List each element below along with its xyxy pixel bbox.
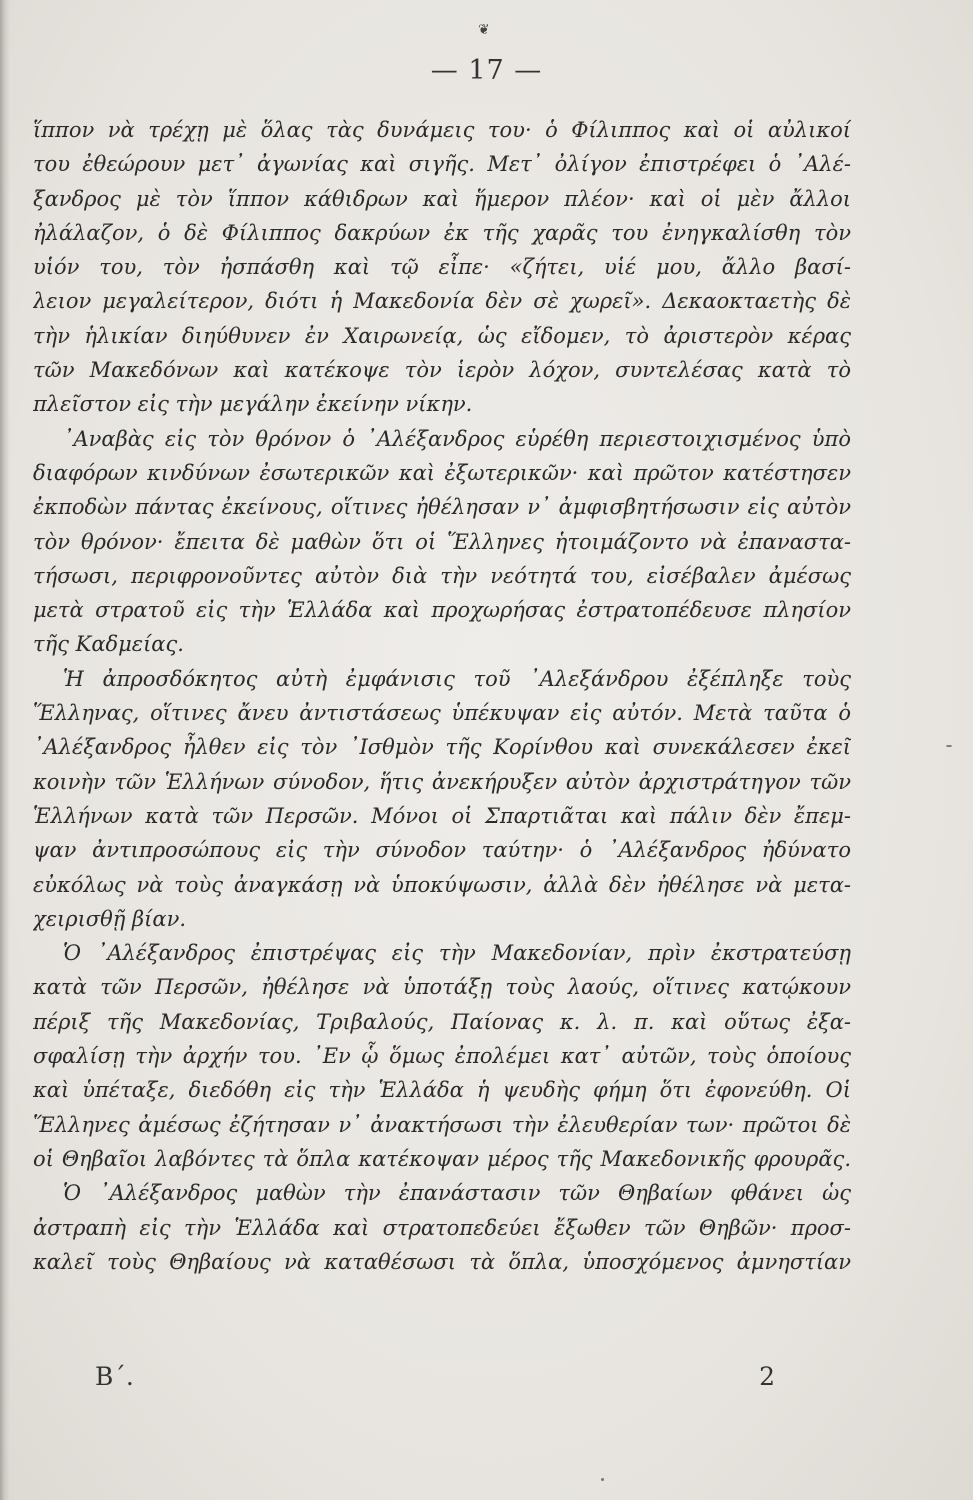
text-line: ἐκποδὼν πάντας ἐκείνους, οἵτινες ἠθέλησαν ν᾽ ἀμφισβητήσωσιν εἰς αὐτὸν (33, 495, 851, 520)
signature-number: 2 (759, 1362, 775, 1391)
text-line: Ἕλληνες ἀμέσως ἐζήτησαν ν᾽ ἀνακτήσωσι τὴν ἐλευθερίαν των· πρῶτοι δὲ (33, 1112, 851, 1137)
text-line: μετὰ στρατοῦ εἰς τὴν Ἑλλάδα καὶ προχωρήσας ἐστρατοπέδευσε πλησίον (33, 598, 851, 623)
text-line: πλεῖστον εἰς τὴν μεγάλην ἐκείνην νίκην. (33, 392, 473, 417)
paragraph-start-line: ᾽Αναβὰς εἰς τὸν θρόνον ὁ ᾽Αλέξανδρος εὑρέθη περιεστοιχισμένος ὑπὸ (63, 426, 851, 451)
paper-speck (601, 1478, 604, 1481)
text-line: τὴν ἡλικίαν διηύθυνεν ἐν Χαιρωνείᾳ, ὡς εἴδομεν, τὸ ἀριστερὸν κέρας (33, 323, 851, 348)
text-line: του ἐθεώρουν μετ᾽ ἀγωνίας καὶ σιγῆς. Μετ᾽ ὀλίγον ἐπιστρέφει ὁ ᾽Αλέ- (33, 152, 851, 177)
page-binding-edge (0, 0, 10, 1500)
text-line: πέριξ τῆς Μακεδονίας, Τριβαλούς, Παίονας κ. λ. π. καὶ οὕτως ἐξα- (33, 1009, 851, 1034)
paper-speck (946, 745, 952, 747)
text-line: κατὰ τῶν Περσῶν, ἠθέλησε νὰ ὑποτάξῃ τοὺς λαούς, οἵτινες κατῴκουν (33, 975, 851, 1000)
text-line: χειρισθῇ βίαν. (33, 906, 187, 931)
text-line: Ἑλλήνων κατὰ τῶν Περσῶν. Μόνοι οἱ Σπαρτιᾶται καὶ πάλιν δὲν ἔπεμ- (33, 803, 851, 828)
text-line: ψαν ἀντιπροσώπους εἰς τὴν σύνοδον ταύτην· ὁ ᾽Αλέξανδρος ἠδύνατο (33, 838, 851, 863)
paragraph-start-line: Ἡ ἀπροσδόκητος αὐτὴ ἐμφάνισις τοῦ ᾽Αλεξάνδρου ἐξέπληξε τοὺς (63, 666, 851, 691)
text-line: οἱ Θηβαῖοι λαβόντες τὰ ὅπλα κατέκοψαν μέρος τῆς Μακεδονικῆς φρουρᾶς. (33, 1146, 851, 1171)
text-line: καὶ ὑπέταξε, διεδόθη εἰς τὴν Ἑλλάδα ἡ ψευδὴς φήμη ὅτι ἐφονεύθη. Οἱ (33, 1078, 851, 1103)
text-line: κοινὴν τῶν Ἑλλήνων σύνοδον, ἥτις ἀνεκήρυξεν αὐτὸν ἀρχιστράτηγον τῶν (33, 769, 851, 794)
signature-footer (95, 1362, 775, 1398)
text-line: υἱόν του, τὸν ἠσπάσθη καὶ τῷ εἶπε· «ζήτει, υἱέ μου, ἄλλο βασί- (33, 255, 851, 280)
text-line: ᾽Αλέξανδρος ἦλθεν εἰς τὸν ᾽Ισθμὸν τῆς Κορίνθου καὶ συνεκάλεσεν ἐκεῖ (33, 735, 851, 760)
text-line: ἠλάλαζον, ὁ δὲ Φίλιππος δακρύων ἐκ τῆς χαρᾶς του ἐνηγκαλίσθη τὸν (33, 220, 851, 245)
text-line: ἵππον νὰ τρέχῃ μὲ ὅλας τὰς δυνάμεις του· ὁ Φίλιππος καὶ οἱ αὐλικοί (33, 118, 851, 142)
text-line: τῶν Μακεδόνων καὶ κατέκοψε τὸν ἱερὸν λόχον, συντελέσας κατὰ τὸ (33, 358, 851, 383)
page-number: — 17 — (430, 55, 543, 86)
text-line: τήσωσι, περιφρονοῦντες αὐτὸν διὰ τὴν νεότητά του, εἰσέβαλεν ἀμέσως (33, 563, 851, 588)
text-line: καλεῖ τοὺς Θηβαίους νὰ καταθέσωσι τὰ ὅπλα, ὑποσχόμενος ἀμνηστίαν (33, 1249, 851, 1274)
text-line: τὸν θρόνον· ἔπειτα δὲ μαθὼν ὅτι οἱ Ἕλληνες ἡτοιμάζοντο νὰ ἐπαναστα- (33, 529, 851, 554)
text-line: εὐκόλως νὰ τοὺς ἀναγκάσῃ νὰ ὑποκύψωσιν, ἀλλὰ δὲν ἠθέλησε νὰ μετα- (33, 872, 851, 897)
text-line: ξανδρος μὲ τὸν ἵππον κάθιδρων καὶ ἥμερον πλέον· καὶ οἱ μὲν ἄλλοι (33, 186, 851, 211)
text-line: τῆς Καδμείας. (33, 632, 184, 657)
text-line: ἀστραπὴ εἰς τὴν Ἑλλάδα καὶ στρατοπεδεύει ἔξωθεν τῶν Θηβῶν· προσ- (33, 1215, 851, 1240)
body-text (33, 113, 851, 1279)
signature-letter: Β΄. (95, 1362, 134, 1391)
text-line: διαφόρων κινδύνων ἐσωτερικῶν καὶ ἐξωτερικῶν· καὶ πρῶτον κατέστησεν (33, 460, 851, 485)
text-line: Ἕλληνας, οἵτινες ἄνευ ἀντιστάσεως ὑπέκυψαν εἰς αὐτόν. Μετὰ ταῦτα ὁ (33, 701, 851, 726)
ornament-mark-icon: ❦ (478, 22, 490, 38)
paragraph-start-line: Ὁ ᾽Αλέξανδρος ἐπιστρέψας εἰς τὴν Μακεδονίαν, πρὶν ἐκστρατεύσῃ (63, 941, 851, 966)
paragraph-start-line: Ὁ ᾽Αλέξανδρος μαθὼν τὴν ἐπανάστασιν τῶν Θηβαίων φθάνει ὡς (63, 1181, 851, 1206)
text-line: λειον μεγαλείτερον, διότι ἡ Μακεδονία δὲν σὲ χωρεῖ». Δεκαοκταετὴς δὲ (33, 289, 851, 314)
text-line: σφαλίσῃ τὴν ἀρχήν του. ᾽Εν ᾧ ὅμως ἐπολέμει κατ᾽ αὐτῶν, τοὺς ὁποίους (33, 1044, 851, 1069)
